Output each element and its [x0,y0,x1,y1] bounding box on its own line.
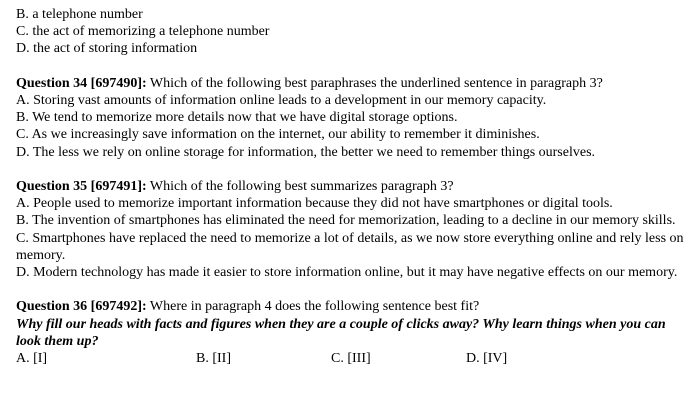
question-35-label: Question 35 [697491]: [16,179,147,194]
question-34-label: Question 34 [697490]: [16,75,147,91]
question-35-stem [16,178,690,195]
question-35-text: Which of the following best summarizes paragraph 3? [146,179,454,194]
option-d: D. the act of storing information [16,41,198,57]
question-36-option-c: C. [III] [331,351,371,367]
question-34-option-d: D. The less we rely on online storage for information, the better we need to remember things ourselves. [16,144,596,160]
spacer [16,161,690,178]
question-35-option-c: C. Smartphones have replaced the need to memorize a lot of details, as we now store everything online and rely less on memory. [16,230,684,263]
question-35-option-a: A. People used to memorize important information because they did not have smartphones or digital tools. [16,196,613,212]
question-34-option-a: A. Storing vast amounts of information online leads to a development in our memory capacity. [16,93,547,108]
question-36 [16,298,690,367]
worksheet-page [16,6,690,367]
question-35 [16,178,690,281]
question-34-option-c: C. As we increasingly save information on the internet, our ability to remember it diminishes. [16,127,540,143]
question-36-option-d: D. [IV] [466,351,508,367]
question-36-sentence: Why fill our heads with facts and figures when they are a couple of clicks away? Why learn things when you can look them up? [16,316,666,349]
question-34 [16,75,690,161]
question-36-stem [16,298,690,315]
question-34-text: Which of the following best paraphrases the underlined sentence in paragraph 3? [146,75,603,91]
question-36-label: Question 36 [697492]: [16,299,147,315]
question-36-text: Where in paragraph 4 does the following sentence best fit? [146,299,480,315]
spacer [16,281,690,298]
question-36-options [16,350,690,367]
option-c: C. the act of memorizing a telephone number [16,24,270,40]
question-34-stem [16,75,690,92]
option-b: B. a telephone number [16,7,143,22]
previous-question-options [16,6,690,58]
question-35-option-b: B. The invention of smartphones has eliminated the need for memorization, leading to a decline in our memory skills. [16,213,676,229]
question-34-option-b: B. We tend to memorize more details now that we have digital storage options. [16,110,458,126]
question-35-option-d: D. Modern technology has made it easier to store information online, but it may have negative effects on our memory. [16,265,678,281]
question-36-option-b: B. [II] [196,351,231,367]
question-36-option-a: A. [I] [16,351,48,367]
spacer [16,58,690,75]
